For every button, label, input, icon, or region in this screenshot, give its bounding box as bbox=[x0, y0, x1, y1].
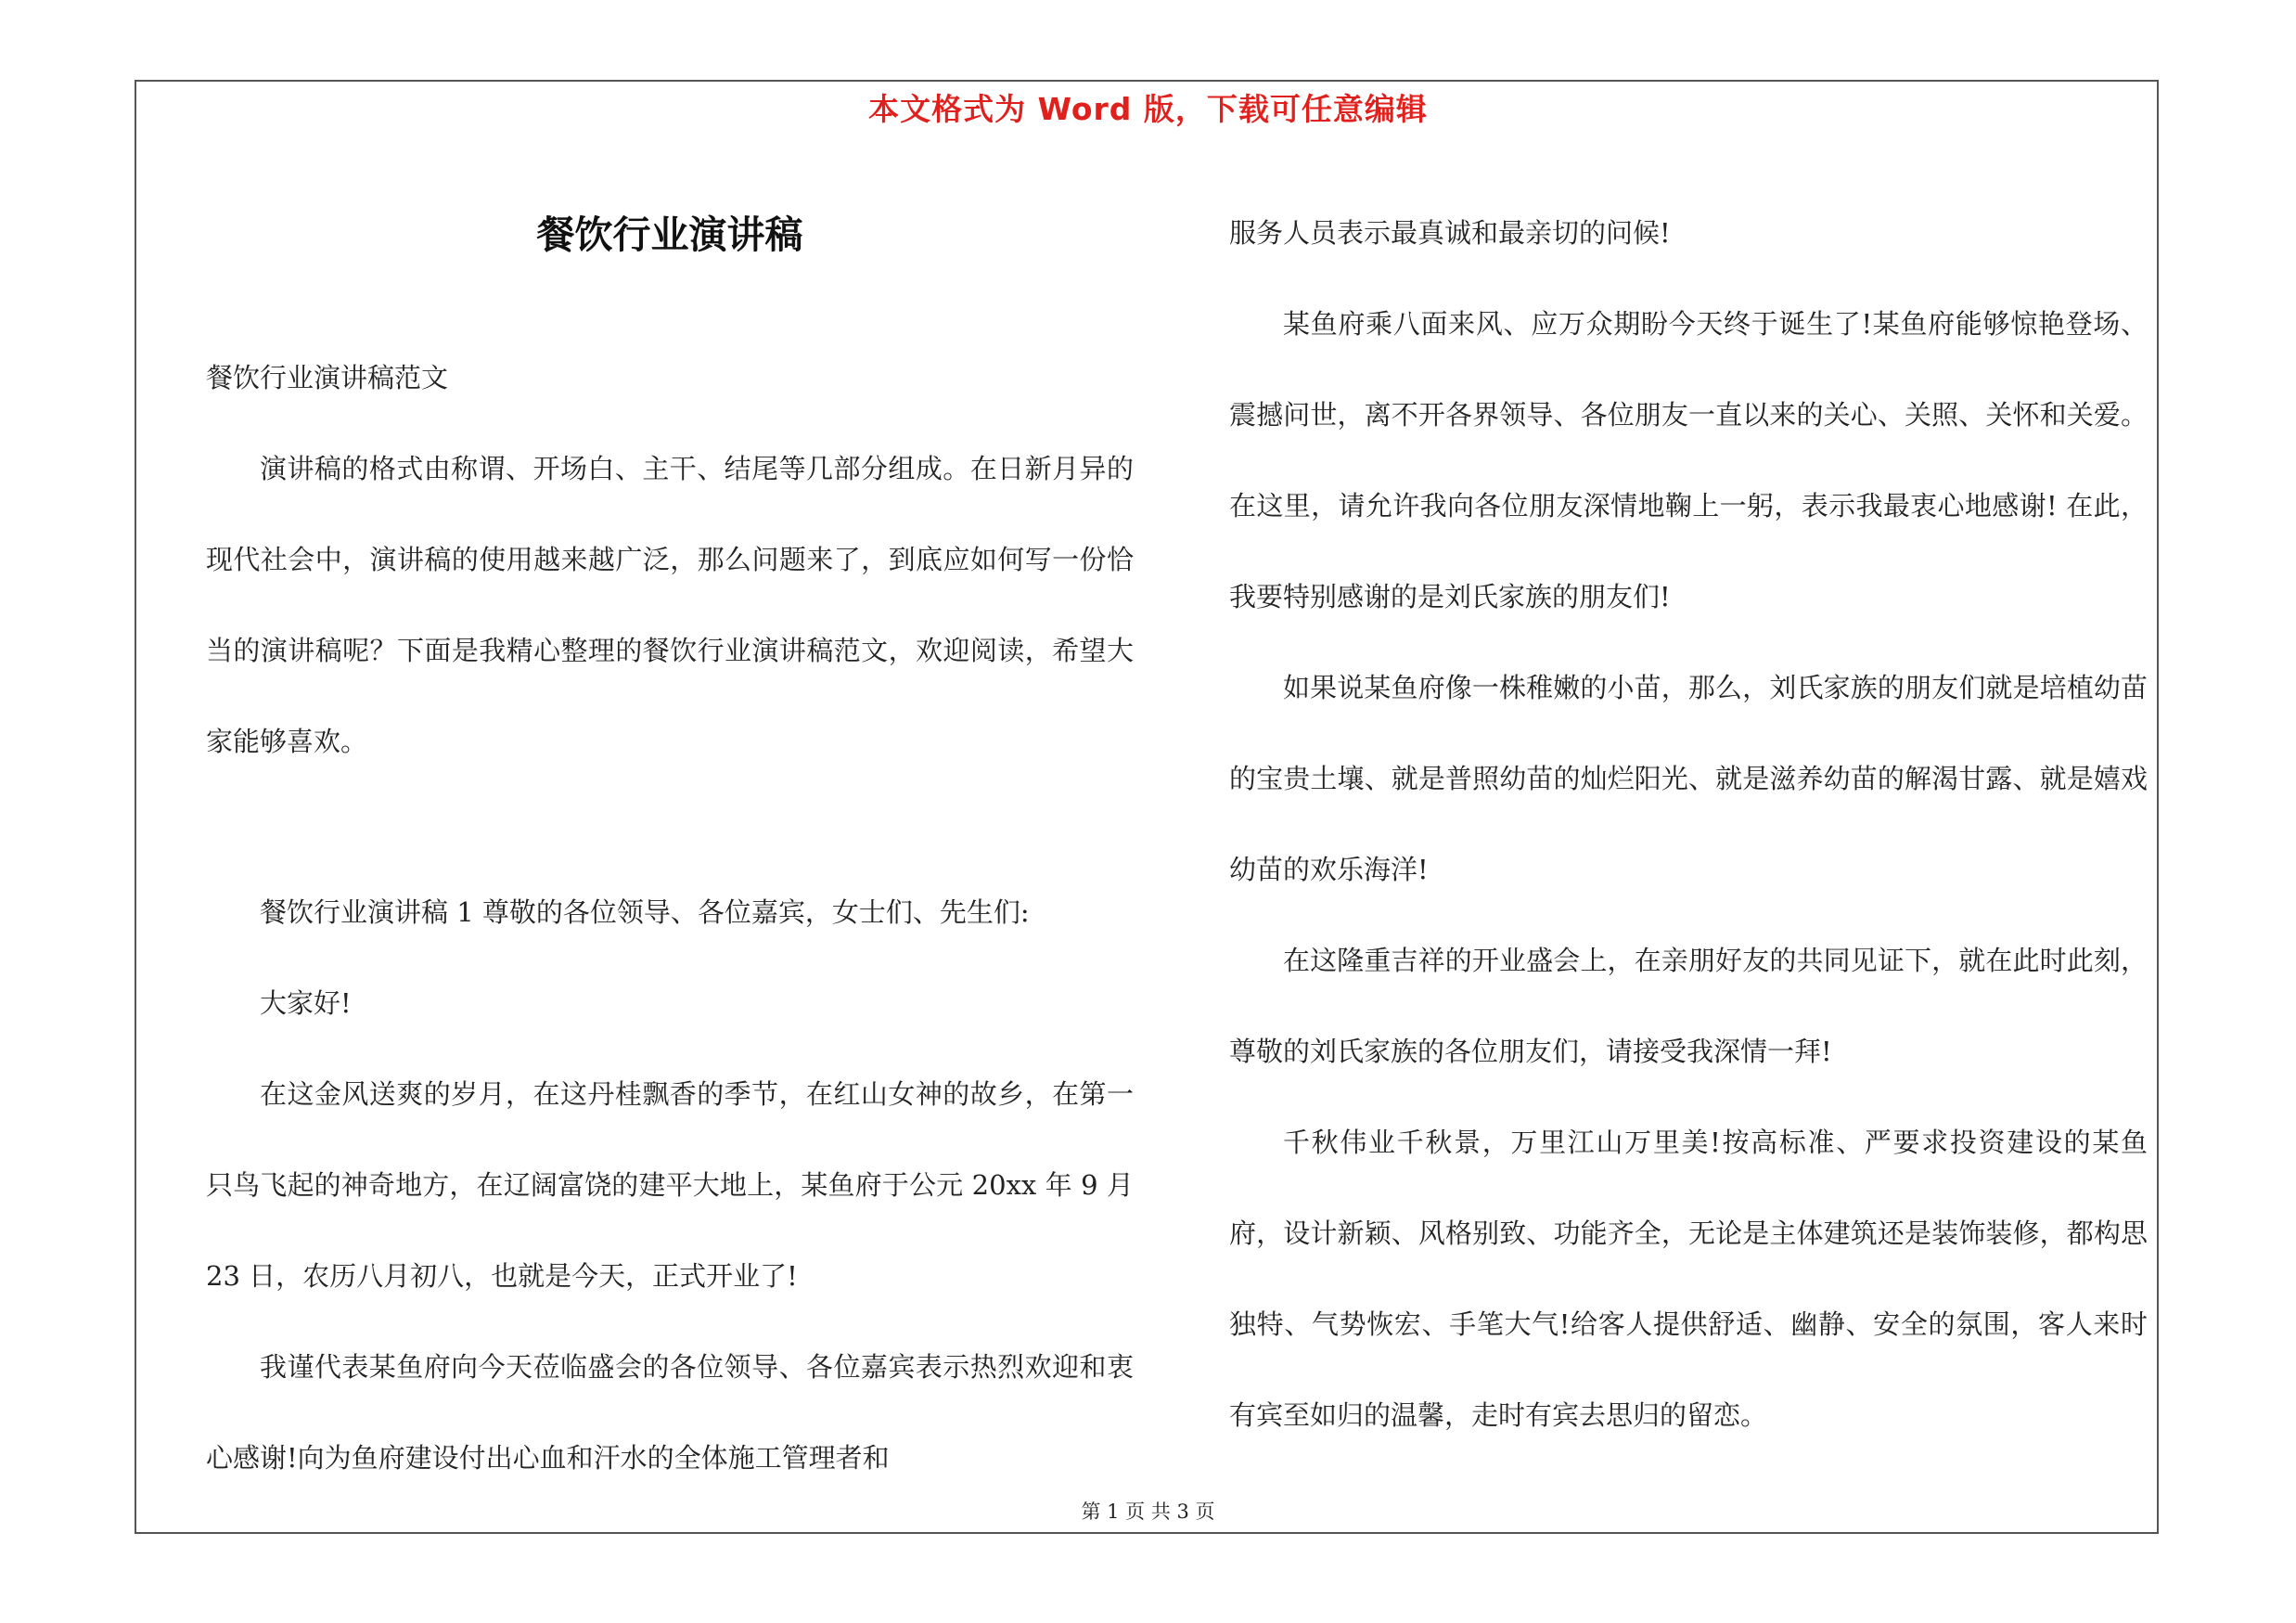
paragraph: 我谨代表某鱼府向今天莅临盛会的各位领导、各位嘉宾表示热烈欢迎和衷心感谢!向为鱼府建设付出心血和汗水的全体施工管理者和 bbox=[206, 1351, 1134, 1474]
right-column bbox=[1229, 187, 2148, 1461]
document-title: 餐饮行业演讲稿 bbox=[536, 213, 803, 257]
paragraph: 在这隆重吉祥的开业盛会上，在亲朋好友的共同见证下，就在此时此刻，尊敬的刘氏家族的各位朋友们，请接受我深情一拜! bbox=[1229, 945, 2148, 1067]
page-number: 第 1 页 共 3 页 bbox=[1081, 1501, 1215, 1523]
paragraph: 餐饮行业演讲稿 1 尊敬的各位领导、各位嘉宾，女士们、先生们: bbox=[260, 896, 1030, 928]
left-column bbox=[206, 332, 1134, 1503]
paragraph: 某鱼府乘八面来风、应万众期盼今天终于诞生了!某鱼府能够惊艳登场、震撼问世，离不开各界领导、各位朋友一直以来的关心、关照、关怀和关爱。在这里，请允许我向各位朋友深情地鞠上一躬，表示我最衷心地感谢! 在此，我要特别感谢的是刘氏家族的朋友们! bbox=[1229, 308, 2148, 612]
paragraph: 演讲稿的格式由称谓、开场白、主干、结尾等几部分组成。在日新月异的现代社会中，演讲稿的使用越来越广泛，那么问题来了，到底应如何写一份恰当的演讲稿呢？下面是我精心整理的餐饮行业演讲稿范文，欢迎阅读，希望大家能够喜欢。 bbox=[206, 453, 1134, 757]
paragraph: 在这金风送爽的岁月，在这丹桂飘香的季节，在红山女神的故乡，在第一只鸟飞起的神奇地方，在辽阔富饶的建平大地上，某鱼府于公元 20xx 年 9 月 23 日，农历八月初八，也就是今天，正式开业了! bbox=[206, 1078, 1134, 1292]
paragraph: 服务人员表示最真诚和最亲切的问候! bbox=[1229, 217, 1671, 249]
paragraph: 大家好! bbox=[260, 987, 352, 1019]
paragraph: 如果说某鱼府像一株稚嫩的小苗，那么，刘氏家族的朋友们就是培植幼苗的宝贵土壤、就是普照幼苗的灿烂阳光、就是滋养幼苗的解渴甘露、就是嬉戏幼苗的欢乐海洋! bbox=[1229, 672, 2148, 885]
paragraph: 餐饮行业演讲稿范文 bbox=[206, 362, 449, 393]
format-banner: 本文格式为 Word 版，下载可任意编辑 bbox=[868, 91, 1428, 127]
paragraph: 千秋伟业千秋景，万里江山万里美!按高标准、严要求投资建设的某鱼府，设计新颖、风格别致、功能齐全，无论是主体建筑还是装饰装修，都构思独特、气势恢宏、手笔大气!给客人提供舒适、幽静、安全的氛围，客人来时有宾至如归的温馨，走时有宾去思归的留恋。 bbox=[1229, 1127, 2148, 1431]
